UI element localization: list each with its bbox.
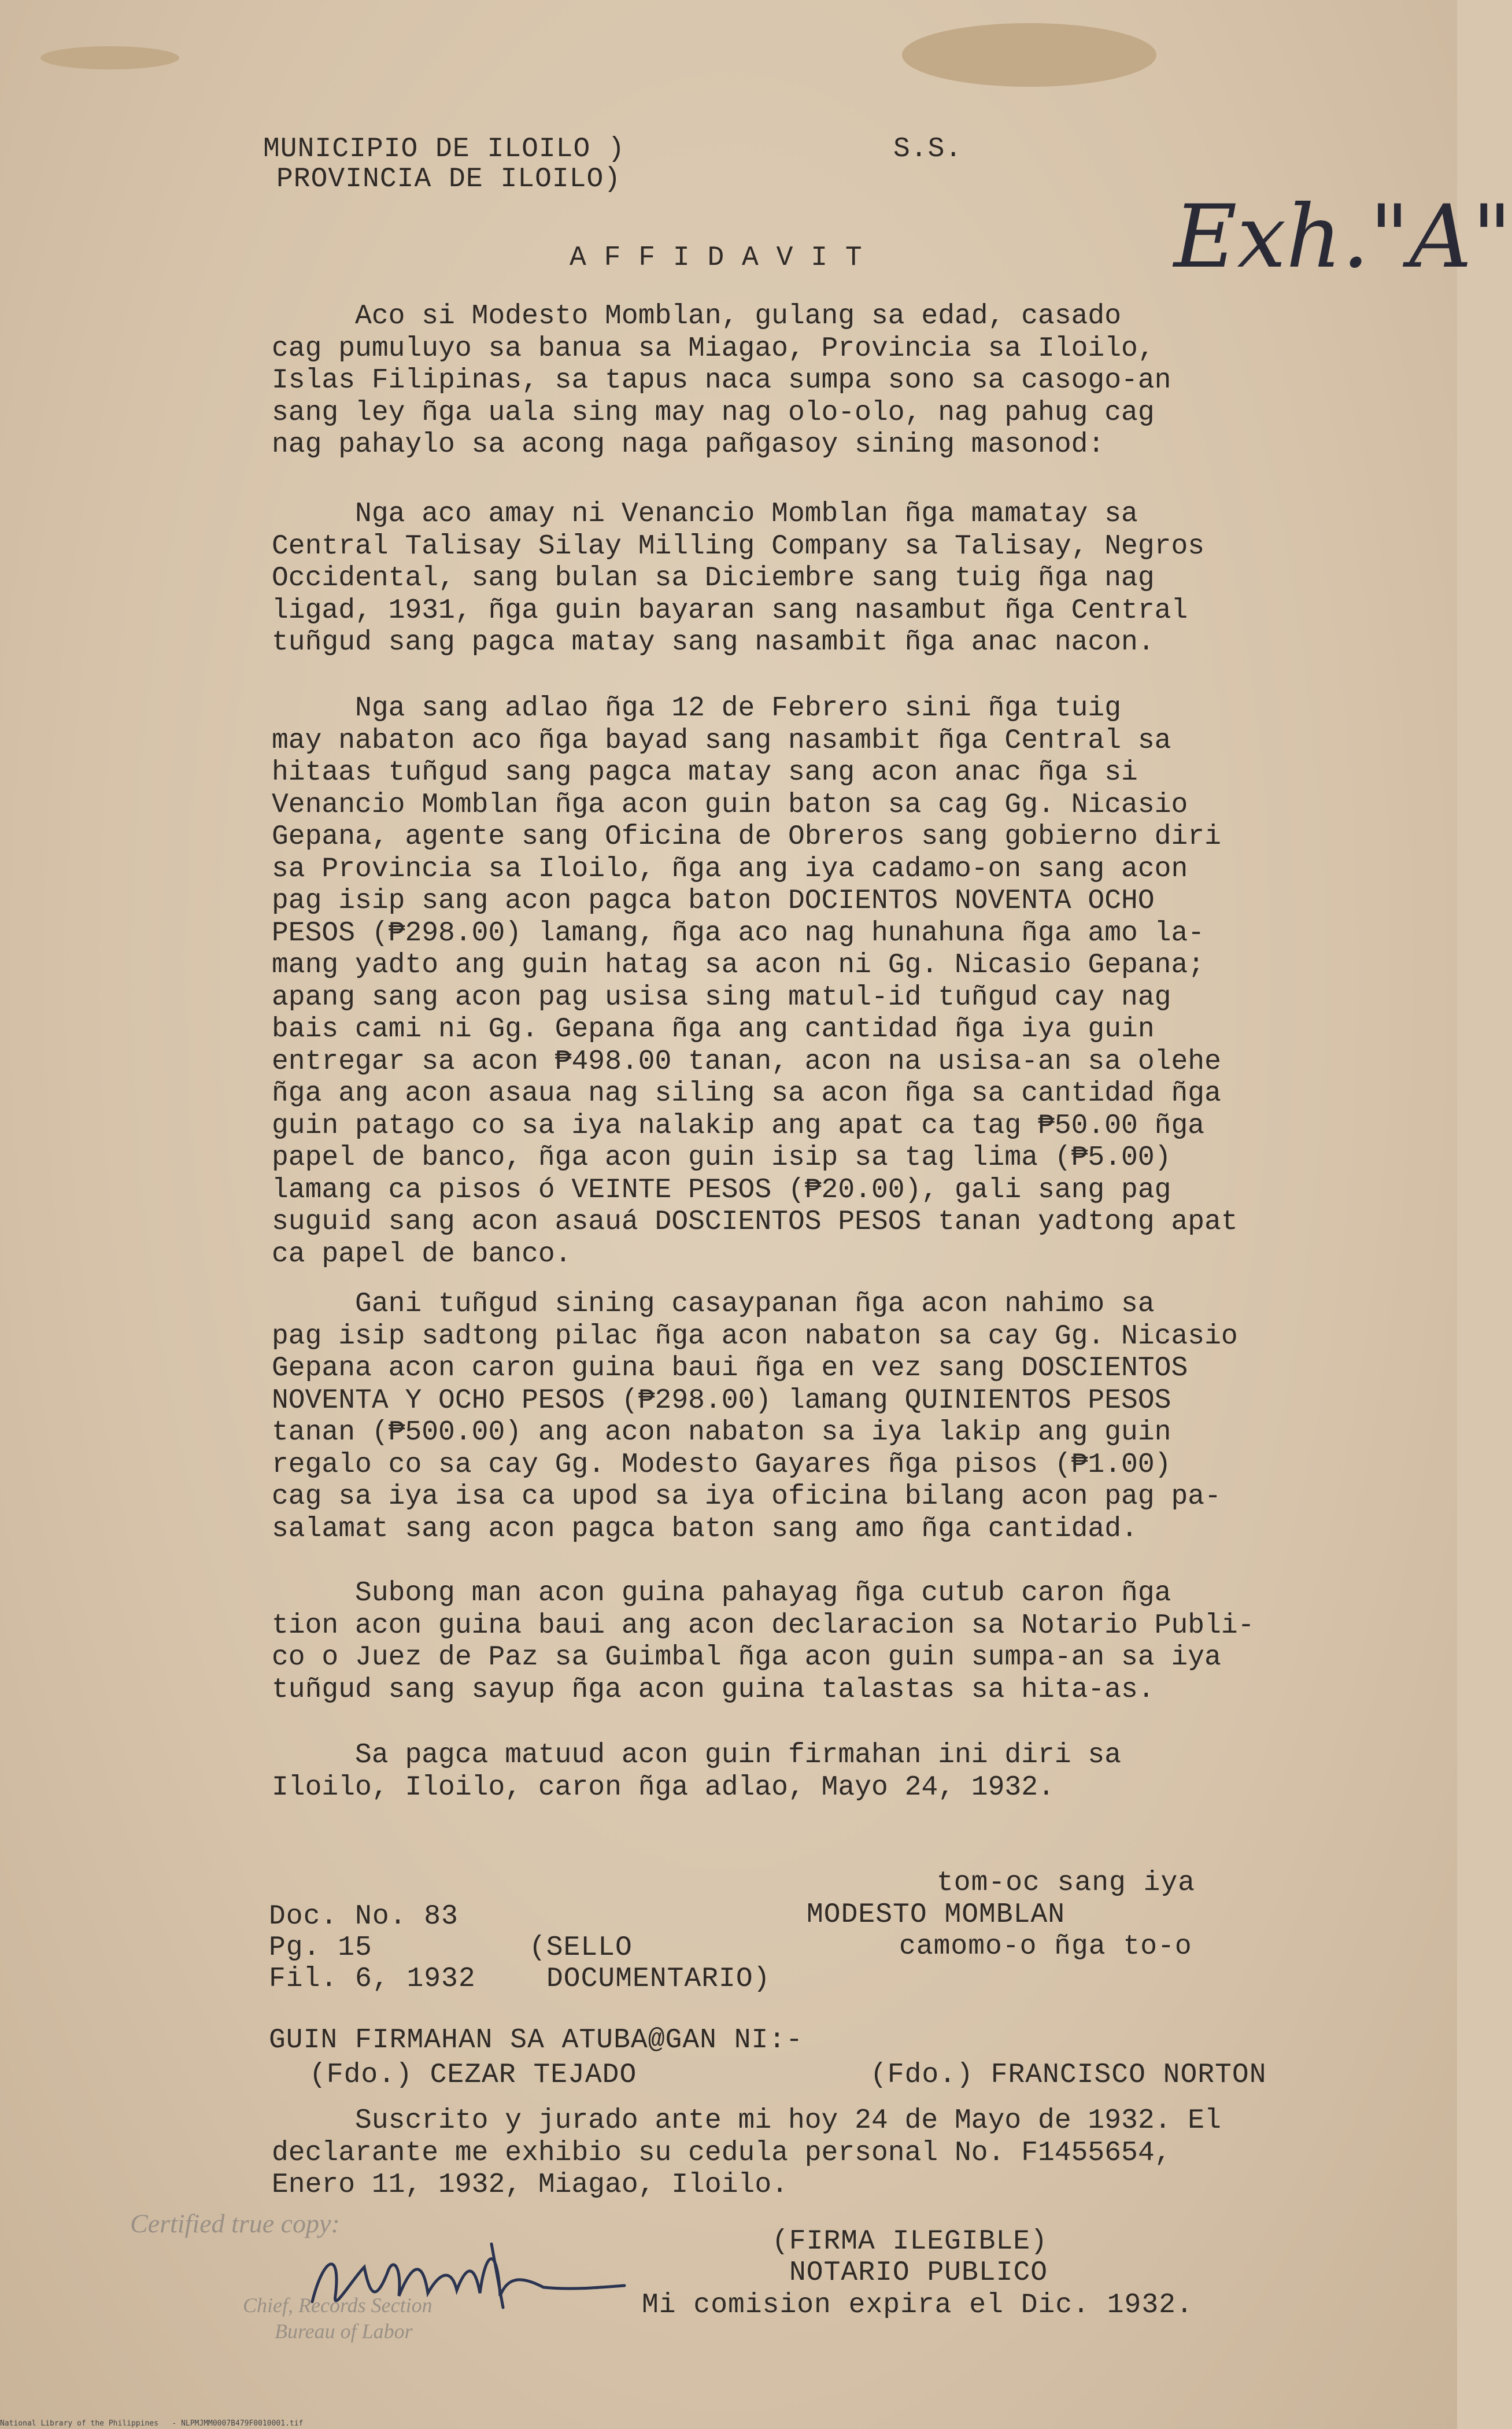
- header-ss: S.S.: [893, 134, 963, 165]
- paragraph-intro: [272, 301, 1370, 462]
- paragraph-retraction: [272, 1578, 1370, 1706]
- paragraph-line: Suscrito y jurado ante mi hoy 24 de Mayo de 1932. El: [272, 2105, 1221, 2136]
- paragraph-line: entregar sa acon ₱498.00 tanan, acon na usisa-an sa olehe: [272, 1046, 1221, 1077]
- paragraph-signing: [272, 1740, 1370, 1804]
- affiant-tomoc: tom-oc sang iya: [937, 1867, 1196, 1899]
- torn-edge-right: [902, 23, 1156, 87]
- notary-comision: Mi comision expira el Dic. 1932.: [642, 2290, 1193, 2321]
- paragraph-line: ñga ang acon asaua nag siling sa acon ñga sa cantidad ñga: [272, 1078, 1221, 1109]
- paragraph-line: cag sa iya isa ca upod sa iya oficina bilang acon pag pa-: [272, 1481, 1221, 1512]
- documentario-label: DOCUMENTARIO): [546, 1963, 771, 1995]
- paragraph-line: lamang ca pisos ó VEINTE PESOS (₱20.00), gali sang pag: [272, 1174, 1171, 1206]
- paragraph-line: nag pahaylo sa acong naga pañgasoy sining masonod:: [272, 429, 1105, 460]
- certified-true-copy: Certified true copy:: [130, 2209, 340, 2238]
- paragraph-line: Central Talisay Silay Milling Company sa Talisay, Negros: [272, 530, 1205, 562]
- paragraph-line: sa Provincia sa Iloilo, ñga ang iya cadamo-on sang acon: [272, 853, 1188, 885]
- paragraph-line: Subong man acon guina pahayag ñga cutub caron ñga: [272, 1578, 1171, 1609]
- paragraph-line: tuñgud sang sayup ñga acon guina talastas sa hita-as.: [272, 1674, 1155, 1706]
- page-number: Pg. 15: [269, 1932, 372, 1963]
- scan-footer: National Library of the Philippines - NLPMJMM0007B479F0010001.tif: [0, 2419, 304, 2428]
- chief-records-section: Chief, Records Section: [243, 2294, 432, 2317]
- paragraph-death: [272, 499, 1370, 659]
- paragraph-line: Enero 11, 1932, Miagao, Iloilo.: [272, 2169, 788, 2201]
- jurat-paragraph: [272, 2105, 1370, 2202]
- paragraph-line: Iloilo, Iloilo, caron ñga adlao, Mayo 24, 1932.: [272, 1771, 1055, 1803]
- paragraph-line: hitaas tuñgud sang pagca matay sang acon anac ñga si: [272, 757, 1138, 788]
- paragraph-error: [272, 1289, 1370, 1545]
- paragraph-line: salamat sang acon pagca baton sang amo ñga cantidad.: [272, 1513, 1138, 1545]
- paragraph-line: Islas Filipinas, sa tapus naca sumpa sono sa casogo-an: [272, 365, 1171, 396]
- witness-tejado: (Fdo.) CEZAR TEJADO: [309, 2059, 637, 2091]
- paragraph-line: Gani tuñgud sining casaypanan ñga acon nahimo sa: [272, 1289, 1155, 1320]
- paragraph-line: papel de banco, ñga acon guin isip sa tag lima (₱5.00): [272, 1142, 1171, 1173]
- notary-title: NOTARIO PUBLICO: [789, 2257, 1048, 2288]
- paragraph-line: pag isip sang acon pagca baton DOCIENTOS NOVENTA OCHO: [272, 885, 1155, 917]
- exhibit-label: Exh."A": [1174, 187, 1512, 287]
- paragraph-line: tion acon guina baui ang acon declaracion sa Notario Publi-: [272, 1610, 1255, 1641]
- paragraph-line: may nabaton aco ñga bayad sang nasambit ñga Central sa: [272, 725, 1171, 756]
- witness-heading: GUIN FIRMAHAN SA ATUBA@GAN NI:-: [269, 2025, 803, 2056]
- paragraph-line: ca papel de banco.: [272, 1238, 572, 1270]
- paragraph-line: tuñgud sang pagca matay sang nasambit ñga anac nacon.: [272, 627, 1155, 658]
- paragraph-line: Nga aco amay ni Venancio Momblan ñga mamatay sa: [272, 499, 1138, 530]
- document-title: A F F I D A V I T: [570, 242, 863, 274]
- paragraph-line: apang sang acon pag usisa sing matul-id tuñgud cay nag: [272, 981, 1171, 1013]
- affiant-thumbmark: camomo-o ñga to-o: [899, 1931, 1192, 1962]
- paragraph-line: guin patago co sa iya nalakip ang apat ca tag ₱50.00 ñga: [272, 1110, 1205, 1142]
- header-provincia: PROVINCIA DE ILOILO): [276, 164, 622, 195]
- torn-edge-left: [40, 46, 179, 69]
- paragraph-line: bais cami ni Gg. Gepana ñga ang cantidad ñga iya guin: [272, 1014, 1155, 1045]
- sello-label: (SELLO: [529, 1932, 633, 1963]
- paragraph-line: Venancio Momblan ñga acon guin baton sa cag Gg. Nicasio: [272, 789, 1188, 821]
- paragraph-line: suguid sang acon asauá DOSCIENTOS PESOS tanan yadtong apat: [272, 1206, 1238, 1238]
- header-municipio: MUNICIPIO DE ILOILO ): [263, 134, 625, 165]
- doc-number: Doc. No. 83: [269, 1901, 459, 1932]
- file-number: Fil. 6, 1932: [269, 1963, 476, 1995]
- paragraph-payment: [272, 693, 1370, 1271]
- paragraph-line: ligad, 1931, ñga guin bayaran sang nasambut ñga Central: [272, 595, 1188, 626]
- paragraph-line: Occidental, sang bulan sa Diciembre sang tuig ñga nag: [272, 563, 1155, 594]
- bureau-of-labor: Bureau of Labor: [275, 2320, 413, 2343]
- paragraph-line: mang yadto ang guin hatag sa acon ni Gg. Nicasio Gepana;: [272, 950, 1205, 981]
- paragraph-line: declarante me exhibio su cedula personal No. F1455654,: [272, 2137, 1171, 2169]
- paragraph-line: PESOS (₱298.00) lamang, ñga aco nag hunahuna ñga amo la-: [272, 917, 1205, 949]
- paragraph-line: Gepana, agente sang Oficina de Obreros sang gobierno diri: [272, 821, 1221, 852]
- paragraph-line: cag pumuluyo sa banua sa Miagao, Provincia sa Iloilo,: [272, 333, 1155, 364]
- paragraph-line: pag isip sadtong pilac ñga acon nabaton sa cay Gg. Nicasio: [272, 1320, 1238, 1352]
- witness-norton: (Fdo.) FRANCISCO NORTON: [870, 2059, 1267, 2091]
- notary-firma: (FIRMA ILEGIBLE): [772, 2226, 1048, 2257]
- affiant-name: MODESTO MOMBLAN: [807, 1899, 1066, 1930]
- paragraph-line: tanan (₱500.00) ang acon nabaton sa iya lakip ang guin: [272, 1417, 1171, 1448]
- paragraph-line: Gepana acon caron guina baui ñga en vez sang DOSCIENTOS: [272, 1353, 1188, 1384]
- paragraph-line: co o Juez de Paz sa Guimbal ñga acon guin sumpa-an sa iya: [272, 1642, 1221, 1673]
- paragraph-line: regalo co sa cay Gg. Modesto Gayares ñga pisos (₱1.00): [272, 1449, 1171, 1481]
- paragraph-line: Nga sang adlao ñga 12 de Febrero sini ñga tuig: [272, 693, 1122, 724]
- paragraph-line: Sa pagca matuud acon guin firmahan ini diri sa: [272, 1740, 1122, 1771]
- paragraph-line: Aco si Modesto Momblan, gulang sa edad, casado: [272, 301, 1122, 332]
- paragraph-line: sang ley ñga uala sing may nag olo-olo, nag pahug cag: [272, 397, 1155, 429]
- paragraph-line: NOVENTA Y OCHO PESOS (₱298.00) lamang QUINIENTOS PESOS: [272, 1385, 1171, 1416]
